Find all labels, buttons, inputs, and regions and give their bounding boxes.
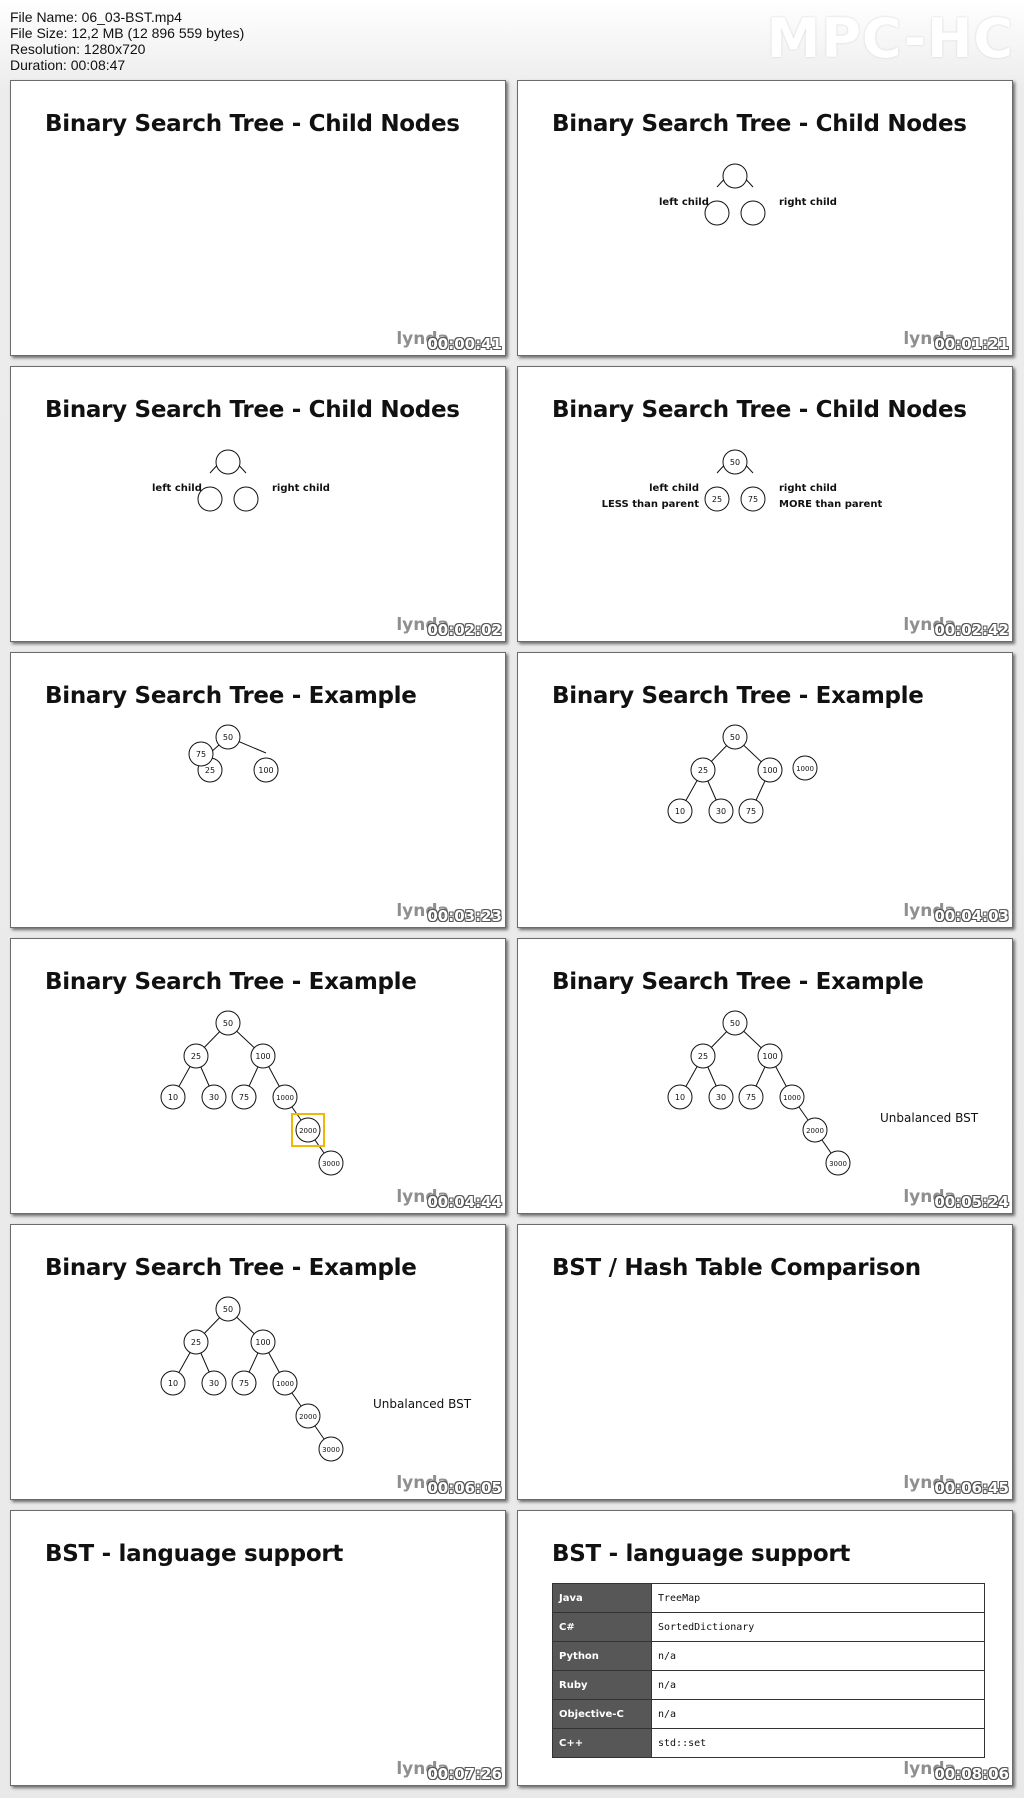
language-name: Java xyxy=(553,1584,652,1613)
lynda-watermark: lynda xyxy=(903,901,956,921)
slide-title: BST - language support xyxy=(552,1541,851,1567)
left-child-label: left child xyxy=(152,483,202,494)
table-row xyxy=(553,1642,985,1671)
node-label: 2000 xyxy=(299,1413,317,1421)
node-label: 25 xyxy=(697,1052,709,1061)
thumbnail-3[interactable] xyxy=(10,366,506,642)
table-row xyxy=(553,1700,985,1729)
tree-node xyxy=(741,201,765,225)
timestamp: 00:06:05 xyxy=(427,1479,502,1497)
table-row xyxy=(553,1729,985,1758)
bst-diagram xyxy=(518,653,1013,928)
thumbnail-9[interactable] xyxy=(10,1224,506,1500)
lynda-watermark: lynda xyxy=(903,1759,956,1779)
timestamp: 00:03:23 xyxy=(427,907,502,925)
slide-title: Binary Search Tree - Child Nodes xyxy=(45,111,460,137)
child-nodes-diagram xyxy=(518,81,1013,356)
slide-title: Binary Search Tree - Child Nodes xyxy=(45,397,460,423)
duration: Duration: 00:08:47 xyxy=(10,57,126,73)
timestamp: 00:08:06 xyxy=(934,1765,1009,1783)
right-child-label: right child xyxy=(779,197,837,208)
node-label: 3000 xyxy=(322,1160,340,1168)
unbalanced-label: Unbalanced BST xyxy=(880,1111,979,1125)
node-label: 75 xyxy=(745,807,757,816)
node-label: 100 xyxy=(258,766,274,775)
child-nodes-diagram xyxy=(518,367,1013,642)
language-value: n/a xyxy=(652,1671,985,1700)
slide-title: Binary Search Tree - Example xyxy=(552,683,924,709)
node-label: 1000 xyxy=(796,765,814,773)
slide-title: Binary Search Tree - Child Nodes xyxy=(552,397,967,423)
node-label: 25 xyxy=(204,766,216,775)
tree-node xyxy=(234,487,258,511)
node-label: 10 xyxy=(674,1093,686,1102)
tree-node xyxy=(216,450,240,474)
resolution: Resolution: 1280x720 xyxy=(10,41,146,57)
node-label: 3000 xyxy=(322,1446,340,1454)
node-label: 10 xyxy=(167,1093,179,1102)
lynda-watermark: lynda xyxy=(903,1187,956,1207)
language-value: n/a xyxy=(652,1642,985,1671)
timestamp: 00:00:41 xyxy=(427,335,502,353)
node-label: 1000 xyxy=(276,1380,294,1388)
node-label: 100 xyxy=(255,1052,271,1061)
node-label: 50 xyxy=(729,1019,741,1028)
table-row xyxy=(553,1671,985,1700)
tree-node xyxy=(723,164,747,188)
node-label: 30 xyxy=(715,1093,727,1102)
slide-title: Binary Search Tree - Example xyxy=(45,683,417,709)
node-label: 75 xyxy=(238,1093,250,1102)
node-label: 25 xyxy=(190,1338,202,1347)
lynda-watermark: lynda xyxy=(396,1187,449,1207)
slide-title: BST / Hash Table Comparison xyxy=(552,1255,921,1281)
lynda-watermark: lynda xyxy=(396,329,449,349)
timestamp: 00:06:45 xyxy=(934,1479,1009,1497)
node-label: 50 xyxy=(222,733,234,742)
thumbnail-2[interactable] xyxy=(517,80,1013,356)
timestamp: 00:04:03 xyxy=(934,907,1009,925)
node-label: 75 xyxy=(238,1379,250,1388)
node-label: 10 xyxy=(167,1379,179,1388)
table-row xyxy=(553,1613,985,1642)
node-label: 75 xyxy=(747,495,759,504)
node-label: 1000 xyxy=(276,1094,294,1102)
thumbnail-4[interactable] xyxy=(517,366,1013,642)
left-child-label: left child xyxy=(659,197,709,208)
slide-title: Binary Search Tree - Example xyxy=(45,1255,417,1281)
lynda-watermark: lynda xyxy=(396,1473,449,1493)
unbalanced-label: Unbalanced BST xyxy=(373,1397,472,1411)
node-label: 75 xyxy=(745,1093,757,1102)
node-label: 100 xyxy=(762,1052,778,1061)
lynda-watermark: lynda xyxy=(903,1473,956,1493)
node-label: 30 xyxy=(715,807,727,816)
bst-diagram xyxy=(11,939,506,1214)
language-value: std::set xyxy=(652,1729,985,1758)
thumbnail-12[interactable] xyxy=(517,1510,1013,1786)
node-label: 10 xyxy=(674,807,686,816)
slide-title: Binary Search Tree - Child Nodes xyxy=(552,111,967,137)
node-label: 30 xyxy=(208,1379,220,1388)
timestamp: 00:05:24 xyxy=(934,1193,1009,1211)
timestamp: 00:01:21 xyxy=(934,335,1009,353)
timestamp: 00:02:42 xyxy=(934,621,1009,639)
child-nodes-diagram xyxy=(11,367,506,642)
left-child-label: left child xyxy=(649,483,699,494)
slide-title: Binary Search Tree - Example xyxy=(45,969,417,995)
node-label: 50 xyxy=(729,733,741,742)
lynda-watermark: lynda xyxy=(396,1759,449,1779)
file-size: File Size: 12,2 MB (12 896 559 bytes) xyxy=(10,25,245,41)
node-label: 25 xyxy=(697,766,709,775)
thumbnail-5[interactable] xyxy=(10,652,506,928)
node-label: 2000 xyxy=(299,1127,317,1135)
mpc-hc-logo: MPC-HC xyxy=(766,7,1014,70)
node-label: 50 xyxy=(222,1305,234,1314)
file-name: File Name: 06_03-BST.mp4 xyxy=(10,9,182,25)
node-label: 100 xyxy=(762,766,778,775)
language-name: C# xyxy=(553,1613,652,1642)
thumbnail-1[interactable] xyxy=(10,80,506,356)
timestamp: 00:04:44 xyxy=(427,1193,502,1211)
language-name: Objective-C xyxy=(553,1700,652,1729)
thumbnail-10[interactable] xyxy=(517,1224,1013,1500)
thumbnail-7[interactable] xyxy=(10,938,506,1214)
language-name: Python xyxy=(553,1642,652,1671)
lynda-watermark: lynda xyxy=(903,615,956,635)
node-label: 50 xyxy=(729,458,741,467)
table-row xyxy=(553,1584,985,1613)
lynda-watermark: lynda xyxy=(903,329,956,349)
language-value: n/a xyxy=(652,1700,985,1729)
thumbnail-8[interactable] xyxy=(517,938,1013,1214)
node-label: 3000 xyxy=(829,1160,847,1168)
node-label: 75 xyxy=(195,750,207,759)
lynda-watermark: lynda xyxy=(396,615,449,635)
slide-title: BST - language support xyxy=(45,1541,344,1567)
language-name: Ruby xyxy=(553,1671,652,1700)
timestamp: 00:02:02 xyxy=(427,621,502,639)
bst-diagram xyxy=(11,1225,506,1500)
thumbnail-6[interactable] xyxy=(517,652,1013,928)
right-child-label: right child xyxy=(272,483,330,494)
node-label: 1000 xyxy=(783,1094,801,1102)
slide-title: Binary Search Tree - Example xyxy=(552,969,924,995)
language-value: TreeMap xyxy=(652,1584,985,1613)
language-name: C++ xyxy=(553,1729,652,1758)
bst-diagram xyxy=(11,653,506,928)
more-than-label: MORE than parent xyxy=(779,499,883,510)
thumbnail-11[interactable] xyxy=(10,1510,506,1786)
timestamp: 00:07:26 xyxy=(427,1765,502,1783)
node-label: 25 xyxy=(711,495,723,504)
node-label: 50 xyxy=(222,1019,234,1028)
right-child-label: right child xyxy=(779,483,837,494)
language-support-table xyxy=(552,1583,985,1758)
file-info xyxy=(10,9,244,73)
node-label: 2000 xyxy=(806,1127,824,1135)
bst-diagram xyxy=(518,939,1013,1214)
node-label: 30 xyxy=(208,1093,220,1102)
lynda-watermark: lynda xyxy=(396,901,449,921)
language-value: SortedDictionary xyxy=(652,1613,985,1642)
node-label: 100 xyxy=(255,1338,271,1347)
node-label: 25 xyxy=(190,1052,202,1061)
less-than-label: LESS than parent xyxy=(601,499,699,510)
